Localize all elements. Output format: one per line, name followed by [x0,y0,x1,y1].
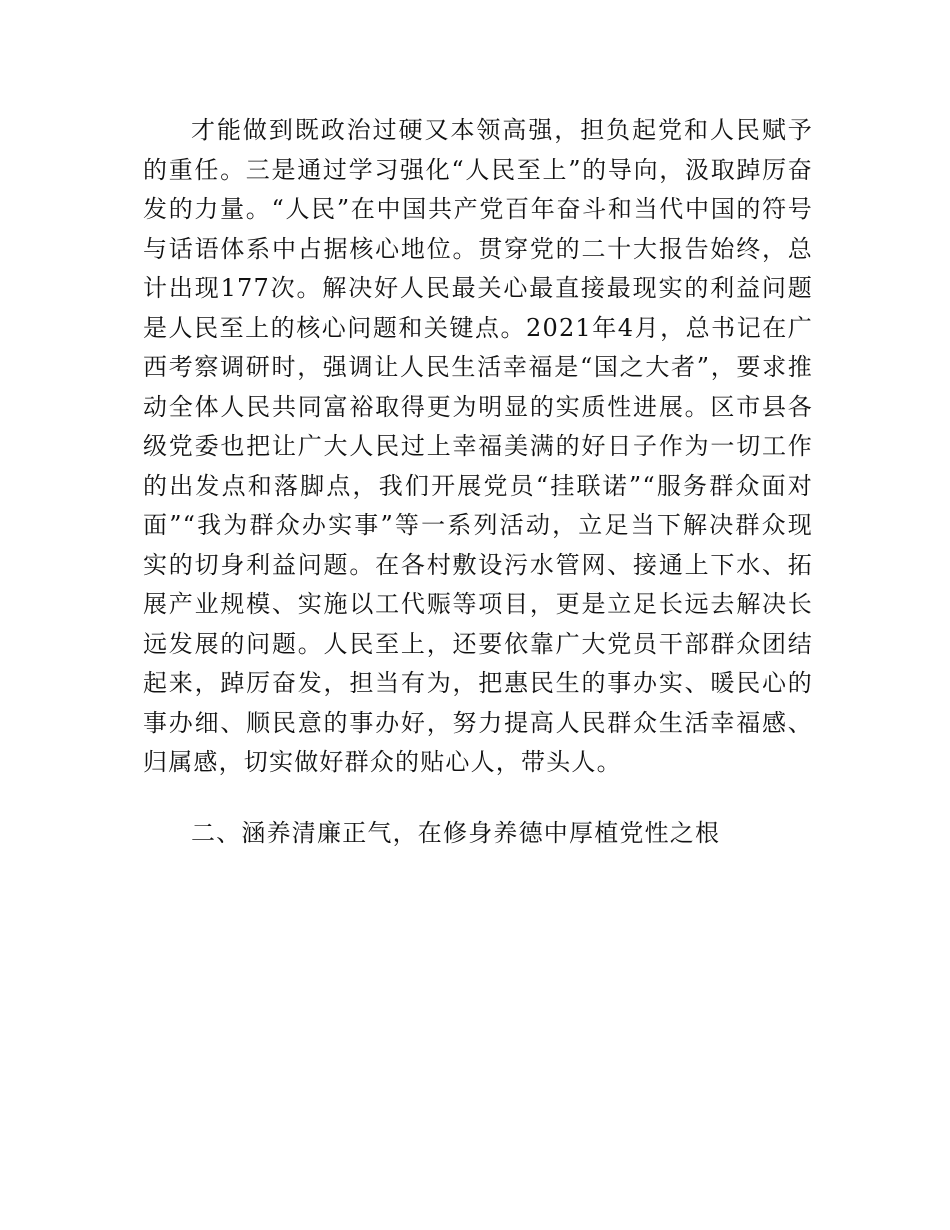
section-heading: 二、涵养清廉正气，在修身养德中厚植党性之根 [191,819,721,847]
body-paragraph: 才能做到既政治过硬又本领高强，担负起党和人民赋予的重任。三是通过学习强化“人民至上”的导向，汲取踔厉奋发的力量。“人民”在中国共产党百年奋斗和当代中国的符号与话语体系中占据核心地位。贯穿党的二十大报告始终，总计出现177次。解决好人民最关心最直接最现实的利益问题是人民至上的核心问题和关键点。2021年4月，总书记在广西考察调研时，强调让人民生活幸福是“国之大者”，要求推动全体人民共同富裕取得更为明显的实质性进展。区市县各级党委也把让广大人民过上幸福美满的好日子作为一切工作的出发点和落脚点，我们开展党员“挂联诺”“服务群众面对面”“我为群众办实事”等一系列活动，立足当下解决群众现实的切身利益问题。在各村敷设污水管网、接通上下水、拓展产业规模、实施以工代赈等项目，更是立足长远去解决长远发展的问题。人民至上，还要依靠广大党员干部群众团结起来，踔厉奋发，担当有为，把惠民生的事办实、暖民心的事办细、顺民意的事办好，努力提高人民群众生活幸福感、归属感，切实做好群众的贴心人，带头人。 [143,116,813,776]
body-text [143,111,813,783]
